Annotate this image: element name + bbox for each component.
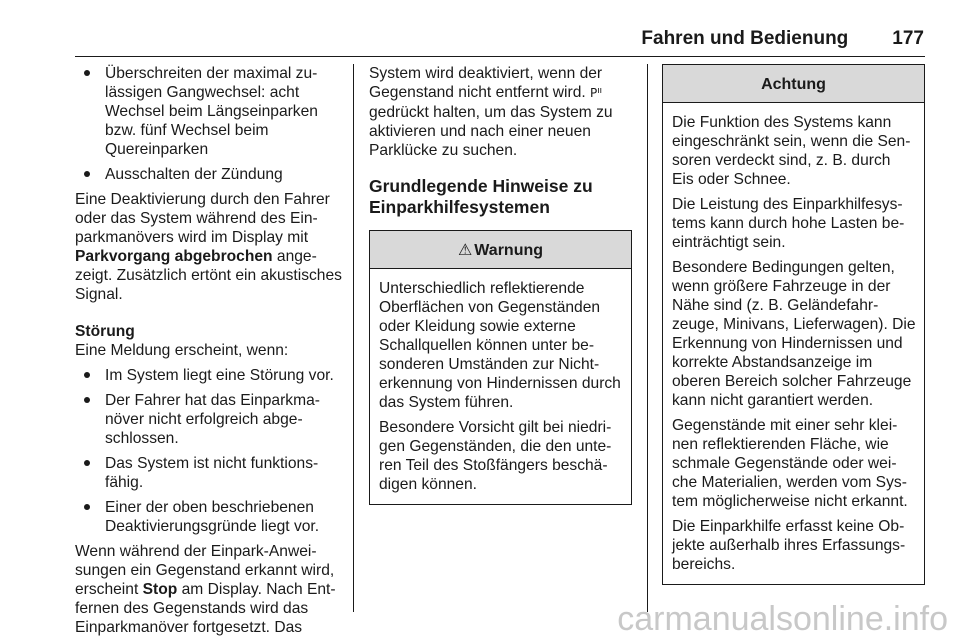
caution-body — [663, 103, 924, 584]
list-item: Überschreiten der maximal zulässigen Gangwechsel: acht Wechsel beim Längseinparken bzw. fünf Wechsel beim Quereinparken — [75, 64, 343, 159]
list-item: Das System ist nicht funktionsfähig. — [75, 454, 343, 492]
bullet-list-top — [75, 64, 343, 184]
warning-paragraph: Besondere Vorsicht gilt bei niedrigen Gegenständen, die den unteren Teil des Stoßfängers beschädigen können. — [379, 419, 612, 493]
stop-message: Stop — [142, 581, 178, 598]
page-header — [641, 28, 924, 50]
stoerung-heading: Störung — [75, 323, 135, 340]
list-item: Im System liegt eine Störung vor. — [75, 366, 343, 385]
warning-box — [369, 230, 632, 505]
column-3 — [662, 64, 925, 585]
column-divider-1 — [353, 64, 354, 612]
page-number: 177 — [892, 28, 924, 49]
caution-paragraph: Besondere Bedingungen gelten, wenn größere Fahrzeuge in der Nähe sind (z. B. Geländefahrzeuge, Minivans, Lieferwagen). Die Erkennung von Hindernissen und korrekte Abstandsanzeige im oberen Bereich solcher Fahrzeuge kann nicht garantiert werden. — [672, 259, 916, 409]
list-item: Einer der oben beschriebenen Deaktivierungsgründe liegt vor. — [75, 498, 343, 536]
continuation-paragraph: System wird deaktiviert, wenn der Gegenstand nicht entfernt wird. Pᐦ gedrückt halten, um das System zu aktivieren und nach einer neuen Parklücke zu suchen. — [369, 65, 613, 159]
display-message: Parkvorgang abgebrochen — [75, 248, 273, 265]
stoerung-intro: Eine Meldung erscheint, wenn: — [75, 342, 289, 359]
stop-paragraph: Wenn während der Einpark-Anweisungen ein Gegenstand erkannt wird, erscheint Stop am Display. Nach Entfernen des Gegenstands wird das Einparkmanöver fortgesetzt. Das — [75, 543, 336, 636]
column-1 — [75, 64, 343, 643]
column-divider-2 — [647, 64, 648, 612]
watermark: carmanualsonline.info — [617, 600, 948, 638]
warning-paragraph: Unterschiedlich reflektierende Oberflächen von Gegenständen oder Kleidung sowie externe Schallquellen können unter besonderen Umständen zur Nichterkennung von Hindernissen durch das System führen. — [379, 280, 621, 411]
caution-paragraph: Die Funktion des Systems kann eingeschränkt sein, wenn die Sensoren verdeckt sind, z. B. durch Eis oder Schnee. — [672, 114, 911, 188]
caution-paragraph: Die Leistung des Einparkhilfesystems kann durch hohe Lasten beeinträchtigt sein. — [672, 196, 905, 251]
caution-title: Achtung — [663, 65, 924, 103]
section-heading: Grundlegende Hinweise zu Einparkhilfesystemen — [369, 176, 593, 217]
parking-assist-icon: Pᐦ — [590, 86, 602, 100]
deactivation-paragraph: Eine Deaktivierung durch den Fahrer oder das System während des Einparkmanövers wird im Display mit Parkvorgang abgebrochen angezeigt. Zusätzlich ertönt ein akustisches Signal. — [75, 191, 342, 303]
caution-paragraph: Die Einparkhilfe erfasst keine Objekte außerhalb ihres Erfassungsbereichs. — [672, 518, 906, 573]
list-item: Der Fahrer hat das Einparkmanöver nicht erfolgreich abgeschlossen. — [75, 391, 343, 448]
list-item: Ausschalten der Zündung — [75, 165, 343, 184]
column-2 — [369, 64, 632, 505]
header-rule — [75, 56, 925, 57]
warning-icon: ⚠ — [457, 242, 473, 259]
section-title: Fahren und Bedienung — [641, 28, 849, 49]
warning-body — [370, 269, 631, 504]
warning-title: ⚠ Warnung — [370, 231, 631, 269]
caution-box — [662, 64, 925, 585]
caution-paragraph: Gegenstände mit einer sehr kleinen reflektierenden Fläche, wie schmale Gegenstände oder weiche Materialien, werden vom System möglicherweise nicht erkannt. — [672, 417, 908, 510]
stoerung-bullet-list — [75, 366, 343, 536]
